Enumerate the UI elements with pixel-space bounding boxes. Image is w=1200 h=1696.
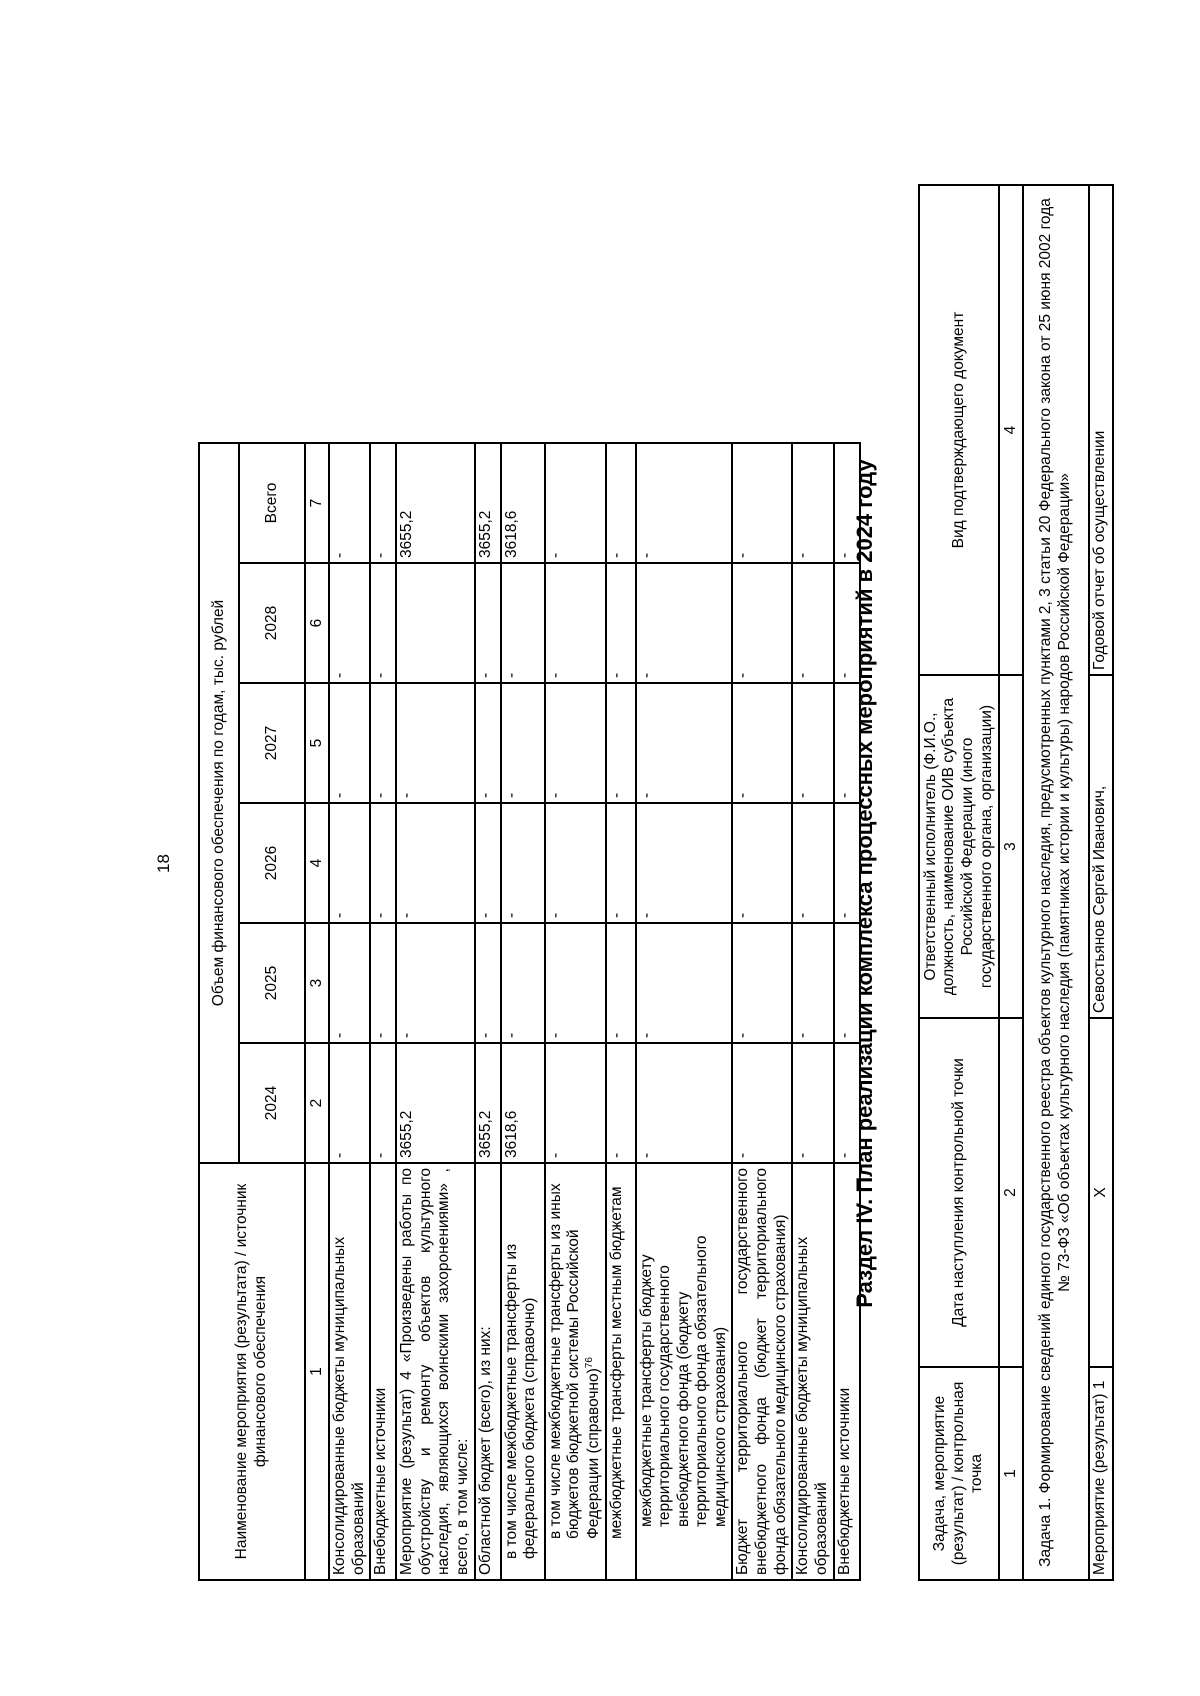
col-number: 1 bbox=[999, 1367, 1023, 1580]
row-value: - bbox=[329, 803, 370, 923]
table-row bbox=[606, 443, 636, 1580]
row-value: - bbox=[370, 923, 396, 1043]
col-number: 4 bbox=[999, 185, 1023, 675]
row-name: межбюджетные трансферты местным бюджетам bbox=[606, 1163, 636, 1580]
header-volume-group: Объем финансового обеспечения по годам, тыс. рублей bbox=[199, 443, 239, 1163]
plan-cell: Х bbox=[1089, 1018, 1113, 1367]
section-title: Раздел IV. План реализации комплекса процессных мероприятий в 2024 году bbox=[852, 459, 877, 1308]
row-name: Консолидированные бюджеты муниципальных образований bbox=[792, 1163, 833, 1580]
col-number: 2 bbox=[305, 1043, 329, 1163]
row-value: - bbox=[501, 923, 545, 1043]
row-value: - bbox=[545, 1043, 606, 1163]
row-value: - bbox=[370, 1043, 396, 1163]
col-number: 3 bbox=[999, 675, 1023, 1018]
row-name: Областной бюджет (всего), из них: bbox=[475, 1163, 501, 1580]
table-row bbox=[475, 443, 501, 1580]
header-year: 2025 bbox=[239, 923, 305, 1043]
row-value: - bbox=[370, 563, 396, 683]
row-value: - bbox=[732, 803, 792, 923]
row-value: - bbox=[636, 923, 733, 1043]
row-name: межбюджетные трансферты бюджету территориального государственного внебюджетного фонда (бюджету территориального фонда обязательного медицинского страхования) bbox=[636, 1163, 733, 1580]
col-number: 4 bbox=[305, 803, 329, 923]
row-value: - bbox=[792, 923, 833, 1043]
row-value: - bbox=[732, 1043, 792, 1163]
row-value: - bbox=[501, 683, 545, 803]
row-value: - bbox=[501, 563, 545, 683]
col-number: 2 bbox=[999, 1018, 1023, 1367]
header-name-col: Наименование мероприятия (результата) / источник финансового обеспечения bbox=[199, 1163, 305, 1580]
col-number: 1 bbox=[305, 1163, 329, 1580]
row-value: - bbox=[606, 803, 636, 923]
plan-header: Вид подтверждающего документ bbox=[919, 185, 999, 675]
row-value: - bbox=[475, 923, 501, 1043]
row-value: - bbox=[329, 563, 370, 683]
row-value bbox=[396, 563, 474, 683]
row-value: - bbox=[545, 923, 606, 1043]
row-value: - bbox=[475, 563, 501, 683]
col-number: 3 bbox=[305, 923, 329, 1043]
row-value: 3655,2 bbox=[396, 1043, 474, 1163]
table-row bbox=[396, 443, 474, 1580]
row-value: - bbox=[329, 1043, 370, 1163]
plan-header: Ответственный исполнитель (Ф.И.О., должность, наименование ОИВ субъекта Российской Федерации (иного государственного органа, организации) bbox=[919, 675, 999, 1018]
row-value: - bbox=[396, 683, 474, 803]
row-value: - bbox=[636, 443, 733, 563]
row-value: - bbox=[545, 563, 606, 683]
col-number: 6 bbox=[305, 563, 329, 683]
plan-cell: Севостьянов Сергей Иванович, bbox=[1089, 675, 1113, 1018]
header-year: 2024 bbox=[239, 1043, 305, 1163]
row-value: - bbox=[606, 683, 636, 803]
row-value: - bbox=[834, 1043, 860, 1163]
row-name-text: в том числе межбюджетные трансферты из иных бюджетов бюджетной системы Российской Федерации (справочно) bbox=[546, 1183, 602, 1539]
row-value: - bbox=[370, 443, 396, 563]
row-value: - bbox=[834, 443, 860, 563]
row-value: - bbox=[792, 563, 833, 683]
header-year: 2028 bbox=[239, 563, 305, 683]
row-value: - bbox=[834, 923, 860, 1043]
header-year: 2026 bbox=[239, 803, 305, 923]
row-value: - bbox=[636, 563, 733, 683]
col-number: 7 bbox=[305, 443, 329, 563]
task-text: Задача 1. Формирование сведений единого государственного реестра объектов культурного наследия, предусмотренных пунктами 2, 3 статьи 20 Федерального закона от 25 июня 2002 года № 73-ФЗ «Об объектах культурного наследия (памятниках истории и культуры) народов Российской Федерации» bbox=[1023, 185, 1089, 1580]
row-value: 3655,2 bbox=[396, 443, 474, 563]
row-value: - bbox=[329, 923, 370, 1043]
row-value: - bbox=[370, 683, 396, 803]
row-value: - bbox=[370, 803, 396, 923]
row-value: - bbox=[545, 803, 606, 923]
row-name: Мероприятие (результат) 4 «Произведены работы по обустройству и ремонту объектов культурного наследия, являющихся воинскими захоронениями» , всего, в том числе: bbox=[396, 1163, 474, 1580]
table-row bbox=[732, 443, 792, 1580]
row-value: 3655,2 bbox=[475, 443, 501, 563]
row-value: - bbox=[396, 923, 474, 1043]
row-value: - bbox=[636, 803, 733, 923]
row-value: - bbox=[792, 683, 833, 803]
row-value: - bbox=[329, 683, 370, 803]
row-value: - bbox=[636, 683, 733, 803]
row-value: - bbox=[606, 1043, 636, 1163]
row-value: 3618,6 bbox=[501, 1043, 545, 1163]
finance-table bbox=[198, 442, 861, 1581]
row-name: Консолидированные бюджеты муниципальных образований bbox=[329, 1163, 370, 1580]
footnote-mark: 76 bbox=[583, 1357, 595, 1369]
row-name: в том числе межбюджетные трансферты из федерального бюджета (справочно) bbox=[501, 1163, 545, 1580]
row-value: - bbox=[732, 563, 792, 683]
table-row bbox=[1089, 185, 1113, 1580]
row-name: Бюджет территориального государственного внебюджетного фонда (бюджет территориального фонда обязательного медицинского страхования) bbox=[732, 1163, 792, 1580]
plan-header: Задача, мероприятие (результат) / контрольная точка bbox=[919, 1367, 999, 1580]
row-value: - bbox=[396, 803, 474, 923]
row-value: - bbox=[545, 683, 606, 803]
plan-table bbox=[918, 184, 1114, 1581]
table-row bbox=[792, 443, 833, 1580]
col-number: 5 bbox=[305, 683, 329, 803]
row-value: - bbox=[792, 443, 833, 563]
row-value: - bbox=[329, 443, 370, 563]
table-row bbox=[636, 443, 733, 1580]
row-value: - bbox=[732, 443, 792, 563]
plan-cell: Мероприятие (результат) 1 bbox=[1089, 1367, 1113, 1580]
row-name: Внебюджетные источники bbox=[370, 1163, 396, 1580]
header-year: 2027 bbox=[239, 683, 305, 803]
table-row bbox=[545, 443, 606, 1580]
row-value: - bbox=[606, 563, 636, 683]
row-value: 3618,6 bbox=[501, 443, 545, 563]
row-value: - bbox=[792, 803, 833, 923]
row-value: - bbox=[834, 683, 860, 803]
row-value: - bbox=[732, 923, 792, 1043]
task-row bbox=[1023, 185, 1089, 1580]
page-number: 18 bbox=[154, 854, 173, 873]
row-value: - bbox=[636, 1043, 733, 1163]
plan-cell: Годовой отчет об осуществлении bbox=[1089, 185, 1113, 675]
table-row bbox=[501, 443, 545, 1580]
row-value: - bbox=[475, 803, 501, 923]
header-total: Всего bbox=[239, 443, 305, 563]
row-value: - bbox=[792, 1043, 833, 1163]
row-value: - bbox=[834, 803, 860, 923]
row-value: - bbox=[732, 683, 792, 803]
row-value: - bbox=[606, 923, 636, 1043]
row-value: - bbox=[834, 563, 860, 683]
row-value: 3655,2 bbox=[475, 1043, 501, 1163]
row-value: - bbox=[475, 683, 501, 803]
table-row bbox=[329, 443, 370, 1580]
row-value: - bbox=[606, 443, 636, 563]
table-row bbox=[370, 443, 396, 1580]
row-value: - bbox=[545, 443, 606, 563]
row-name bbox=[545, 1163, 606, 1580]
row-name: Внебюджетные источники bbox=[834, 1163, 860, 1580]
row-value: - bbox=[501, 803, 545, 923]
plan-header: Дата наступления контрольной точки bbox=[919, 1018, 999, 1367]
